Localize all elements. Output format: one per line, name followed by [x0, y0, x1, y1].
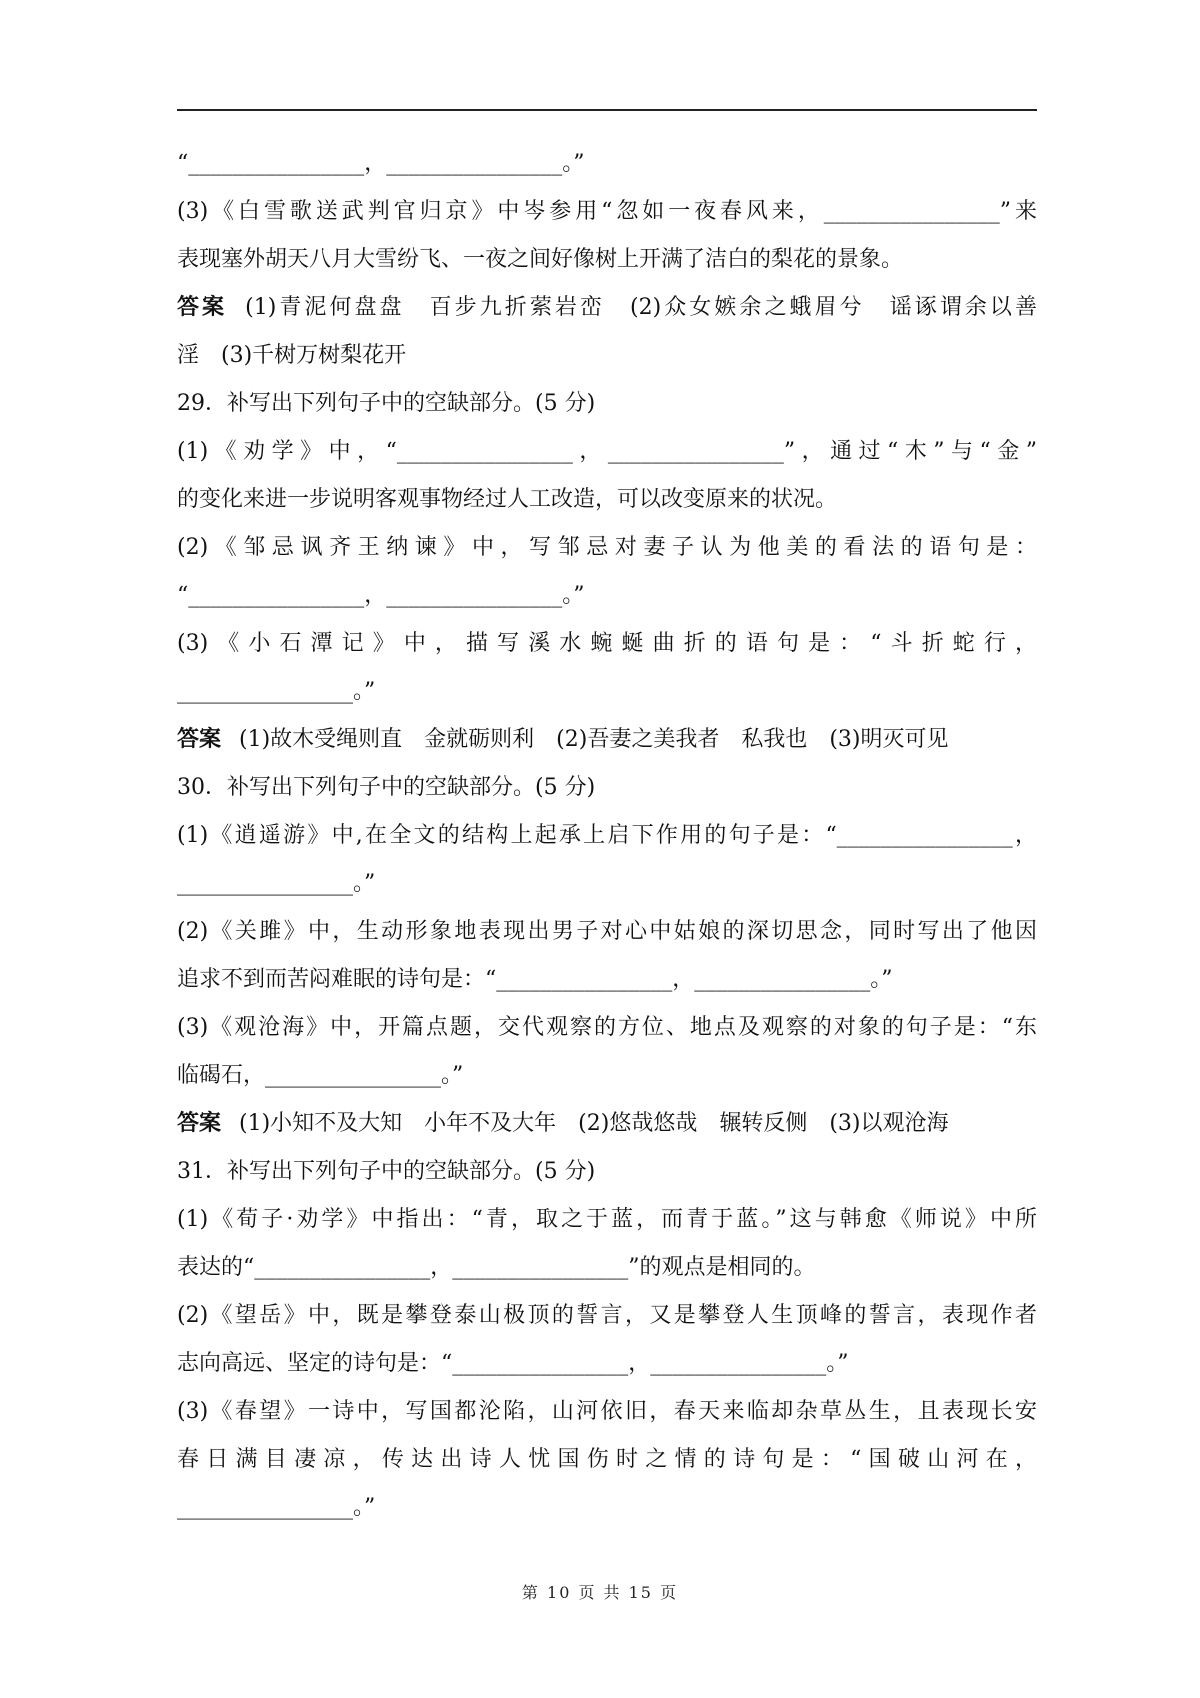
line-text: “________________，________________。”: [177, 151, 585, 176]
answer-line: [177, 284, 1037, 332]
text-line: [177, 1436, 1037, 1484]
text-line: [177, 1052, 1037, 1100]
answer-line: [177, 1100, 1037, 1148]
text-line: [177, 1004, 1037, 1052]
line-text: 临碣石，________________。”: [177, 1063, 464, 1088]
line-text: (3)《春望》一诗中，写国都沦陷，山河依旧，春天来临却杂草丛生，且表现长安: [177, 1399, 1037, 1424]
line-text: 表达的“________________，________________”的观点是相同的。: [177, 1255, 816, 1280]
line-text: (3)《观沧海》中，开篇点题，交代观察的方位、地点及观察的对象的句子是：“东: [177, 1015, 1037, 1040]
line-text: 春日满目凄凉，传达出诗人忧国伤时之情的诗句是：“国破山河在，: [177, 1447, 1037, 1472]
text-line: [177, 188, 1037, 236]
text-line: [177, 668, 1037, 716]
text-line: [177, 572, 1037, 620]
line-text: (1)故木受绳则直 金就砺则利 (2)吾妻之美我者 私我也 (3)明灭可见: [239, 727, 949, 752]
line-text: 30．补写出下列句子中的空缺部分。(5 分): [177, 775, 596, 800]
text-line: [177, 524, 1037, 572]
line-text: (1)青泥何盘盘 百步九折萦岩峦 (2)众女嫉余之蛾眉兮 谣诼谓余以善: [245, 295, 1037, 320]
answer-label: 答案: [177, 295, 228, 320]
line-text: 表现塞外胡天八月大雪纷飞、一夜之间好像树上开满了洁白的梨花的景象。: [177, 247, 904, 272]
text-line: [177, 860, 1037, 908]
text-line: [177, 956, 1037, 1004]
line-text: 31．补写出下列句子中的空缺部分。(5 分): [177, 1159, 596, 1184]
text-line: [177, 1388, 1037, 1436]
line-text: (2)《望岳》中，既是攀登泰山极顶的誓言，又是攀登人生顶峰的誓言，表现作者: [177, 1303, 1037, 1328]
question-heading: [177, 1148, 1037, 1196]
text-line: [177, 1340, 1037, 1388]
text-line: [177, 332, 1037, 380]
answer-label: 答案: [177, 1111, 222, 1136]
text-line: [177, 908, 1037, 956]
answer-line: [177, 716, 1037, 764]
text-line: [177, 1292, 1037, 1340]
page-content: [177, 140, 1037, 1532]
line-text: ________________。”: [177, 679, 376, 704]
line-text: “________________，________________。”: [177, 583, 585, 608]
text-line: [177, 236, 1037, 284]
page-footer: 第 10 页 共 15 页: [521, 1583, 679, 1602]
text-line: [177, 1484, 1037, 1532]
line-text: (1)《劝学》中，“________________，________________”，通过“木”与“金”: [177, 439, 1037, 464]
line-text: (3)《白雪歌送武判官归京》中岑参用“忽如一夜春风来，________________”来: [177, 199, 1037, 224]
text-line: [177, 620, 1037, 668]
line-text: (3)《小石潭记》中，描写溪水蜿蜒曲折的语句是：“斗折蛇行，: [177, 631, 1037, 656]
line-text: 志向高远、坚定的诗句是：“________________，________________。”: [177, 1351, 849, 1376]
text-line: [177, 812, 1037, 860]
question-heading: [177, 380, 1037, 428]
header-rule: [177, 109, 1037, 111]
line-text: (1)小知不及大知 小年不及大年 (2)悠哉悠哉 辗转反侧 (3)以观沧海: [239, 1111, 949, 1136]
line-text: 淫 (3)千树万树梨花开: [177, 343, 407, 368]
line-text: ________________。”: [177, 1495, 376, 1520]
line-text: 29．补写出下列句子中的空缺部分。(5 分): [177, 391, 596, 416]
text-line: [177, 140, 1037, 188]
text-line: [177, 1244, 1037, 1292]
line-text: (1)《逍遥游》中,在全文的结构上起承上启下作用的句子是：“________________，: [177, 823, 1037, 848]
answer-label: 答案: [177, 727, 222, 752]
line-text: ________________。”: [177, 871, 376, 896]
line-text: 的变化来进一步说明客观事物经过人工改造，可以改变原来的状况。: [177, 487, 838, 512]
line-text: (2)《关雎》中，生动形象地表现出男子对心中姑娘的深切思念，同时写出了他因: [177, 919, 1037, 944]
text-line: [177, 1196, 1037, 1244]
line-text: 追求不到而苦闷难眠的诗句是：“________________，________________。”: [177, 967, 893, 992]
line-text: (1)《荀子·劝学》中指出：“青，取之于蓝，而青于蓝。”这与韩愈《师说》中所: [177, 1207, 1037, 1232]
question-heading: [177, 764, 1037, 812]
text-line: [177, 428, 1037, 476]
text-line: [177, 476, 1037, 524]
line-text: (2)《邹忌讽齐王纳谏》中，写邹忌对妻子认为他美的看法的语句是：: [177, 535, 1037, 560]
